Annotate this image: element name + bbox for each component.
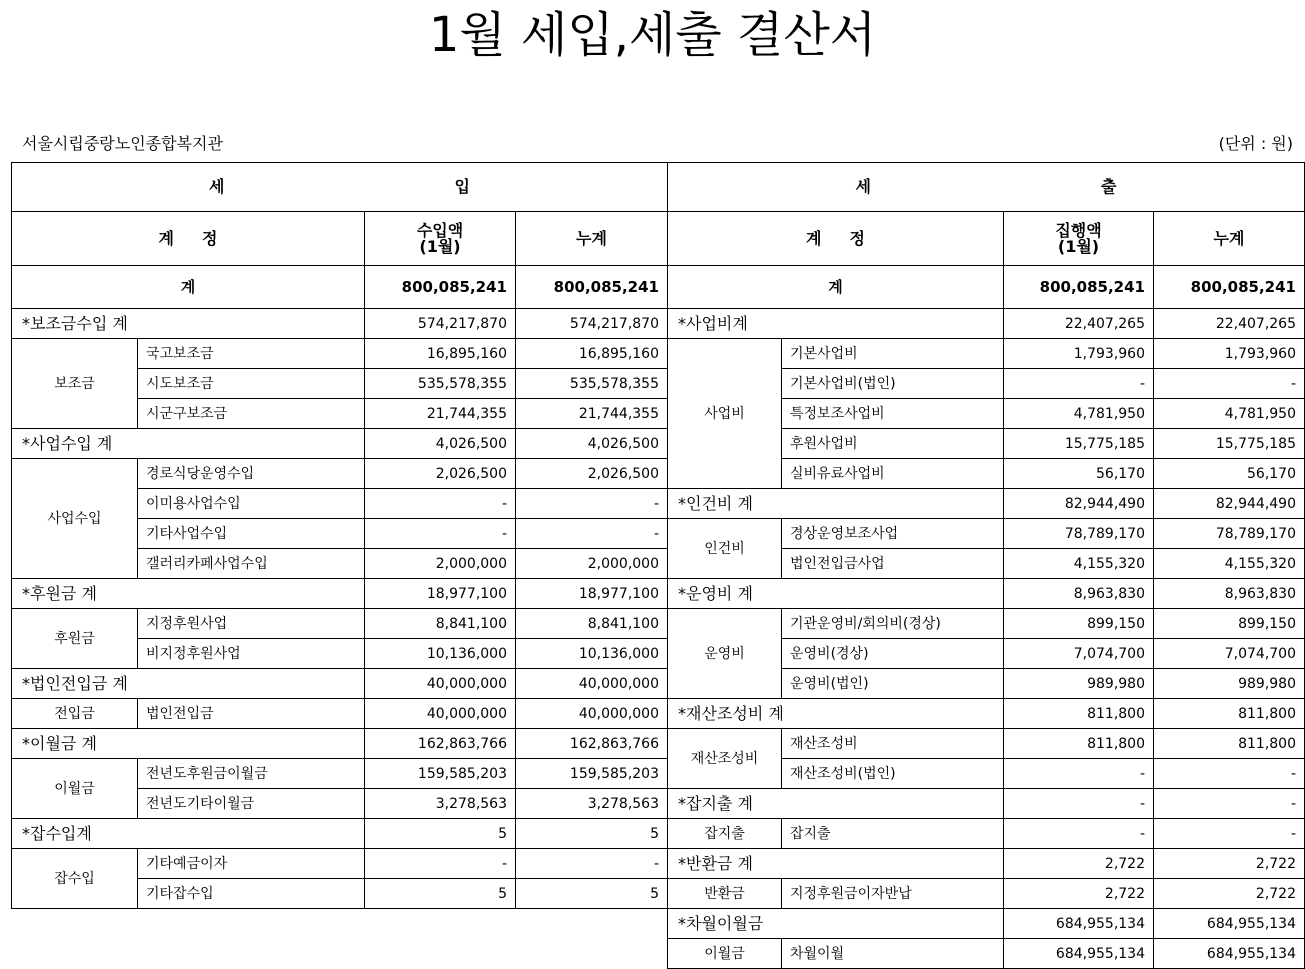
expense-rows [668,309,1305,969]
cumulative-cell: - [516,519,668,549]
cumulative-cell: 40,000,000 [516,699,668,729]
amount-cell: 56,170 [1004,459,1154,489]
amount-cell: 811,800 [1004,699,1154,729]
item-label: 실비유료사업비 [782,459,1004,489]
section-total-row [668,789,1305,819]
cumulative-cell: 162,863,766 [516,729,668,759]
expense-col-cum: 누계 [1154,212,1305,266]
amount-cell: 16,895,160 [365,339,516,369]
section-label: *보조금수입 계 [12,309,365,339]
section-total-row [668,489,1305,519]
cumulative-cell: 40,000,000 [516,669,668,699]
revenue-col-amount-sub: (1월) [419,236,461,256]
group-label: 재산조성비 [668,729,782,789]
group-label: 잡지출 [668,819,782,849]
group-label: 운영비 [668,609,782,699]
group-label: 반환금 [668,879,782,909]
cumulative-cell: 7,074,700 [1154,639,1305,669]
section-label: *운영비 계 [668,579,1004,609]
section-label: *잡수입계 [12,819,365,849]
section-label: *잡지출 계 [668,789,1004,819]
amount-cell: 2,722 [1004,849,1154,879]
amount-cell: 159,585,203 [365,759,516,789]
amount-cell: 8,841,100 [365,609,516,639]
cumulative-cell: 4,026,500 [516,429,668,459]
amount-cell: 4,781,950 [1004,399,1154,429]
section-total-row [668,909,1305,939]
item-row [12,759,668,789]
cumulative-cell: 16,895,160 [516,339,668,369]
group-label: 잡수입 [12,849,138,909]
cumulative-cell: 2,026,500 [516,459,668,489]
section-total-row [12,669,668,699]
amount-cell: 811,800 [1004,729,1154,759]
cumulative-cell: 8,963,830 [1154,579,1305,609]
revenue-total-label: 계 [12,266,365,309]
expense-col-amount-sub: (1월) [1057,236,1100,256]
expense-table [667,162,1305,969]
section-total-row [668,579,1305,609]
expense-col-amount [1004,212,1154,266]
amount-cell: - [1004,759,1154,789]
amount-cell: 4,155,320 [1004,549,1154,579]
section-total-row [12,309,668,339]
expense-col-account [668,212,1004,266]
item-label: 경로식당운영수입 [138,459,365,489]
cumulative-cell: - [516,489,668,519]
amount-cell: 2,000,000 [365,549,516,579]
cumulative-cell: 10,136,000 [516,639,668,669]
expense-heading-a: 세 [855,177,871,196]
cumulative-cell: 684,955,134 [1154,939,1305,969]
item-row [668,819,1305,849]
amount-cell: 40,000,000 [365,699,516,729]
group-label: 후원금 [12,609,138,669]
revenue-heading-b: 입 [454,177,470,196]
amount-cell: 5 [365,879,516,909]
amount-cell: 162,863,766 [365,729,516,759]
amount-cell: 684,955,134 [1004,939,1154,969]
amount-cell: - [1004,369,1154,399]
amount-cell: 15,775,185 [1004,429,1154,459]
item-label: 기관운영비/회의비(경상) [782,609,1004,639]
section-total-row [668,699,1305,729]
item-row [668,939,1305,969]
item-label: 지정후원금이자반납 [782,879,1004,909]
expense-col-account-b: 정 [849,228,865,248]
item-label: 경상운영보조사업 [782,519,1004,549]
cumulative-cell: 4,781,950 [1154,399,1305,429]
cumulative-cell: 1,793,960 [1154,339,1305,369]
item-label: 기타사업수입 [138,519,365,549]
cumulative-cell: 18,977,100 [516,579,668,609]
section-total-row [12,819,668,849]
amount-cell: 22,407,265 [1004,309,1154,339]
revenue-col-account-a: 계 [158,228,174,248]
item-label: 기본사업비(법인) [782,369,1004,399]
amount-cell: 574,217,870 [365,309,516,339]
item-row [12,609,668,639]
section-label: *차월이월금 [668,909,1004,939]
section-label: *후원금 계 [12,579,365,609]
cumulative-cell: 989,980 [1154,669,1305,699]
item-label: 갤러리카페사업수입 [138,549,365,579]
item-label: 기본사업비 [782,339,1004,369]
cumulative-cell: 78,789,170 [1154,519,1305,549]
section-label: *사업수입 계 [12,429,365,459]
section-label: *재산조성비 계 [668,699,1004,729]
cumulative-cell: 684,955,134 [1154,909,1305,939]
cumulative-cell: - [1154,789,1305,819]
expense-heading [668,163,1305,212]
revenue-total-amount: 800,085,241 [365,266,516,309]
amount-cell: 18,977,100 [365,579,516,609]
revenue-heading [12,163,668,212]
cumulative-cell: 82,944,490 [1154,489,1305,519]
amount-cell: 2,026,500 [365,459,516,489]
cumulative-cell: 811,800 [1154,699,1305,729]
item-label: 운영비(경상) [782,639,1004,669]
group-label: 전입금 [12,699,138,729]
cumulative-cell: 4,155,320 [1154,549,1305,579]
amount-cell: 3,278,563 [365,789,516,819]
revenue-col-amount [365,212,516,266]
revenue-heading-a: 세 [209,177,225,196]
amount-cell: 8,963,830 [1004,579,1154,609]
item-row [668,609,1305,639]
item-label: 차월이월 [782,939,1004,969]
section-label: *법인전입금 계 [12,669,365,699]
revenue-col-account [12,212,365,266]
section-total-row [12,429,668,459]
item-label: 지정후원사업 [138,609,365,639]
cumulative-cell: 2,000,000 [516,549,668,579]
expense-total-label: 계 [668,266,1004,309]
unit-label: (단위 : 원) [1218,134,1293,153]
amount-cell: - [365,519,516,549]
item-row [12,699,668,729]
amount-cell: 10,136,000 [365,639,516,669]
cumulative-cell: 535,578,355 [516,369,668,399]
cumulative-cell: 811,800 [1154,729,1305,759]
revenue-col-cum: 누계 [516,212,668,266]
group-label: 이월금 [668,939,782,969]
cumulative-cell: - [1154,819,1305,849]
item-row [668,519,1305,549]
amount-cell: 5 [365,819,516,849]
expense-heading-b: 출 [1101,177,1117,196]
item-row [668,879,1305,909]
item-row [12,339,668,369]
amount-cell: 78,789,170 [1004,519,1154,549]
group-label: 이월금 [12,759,138,819]
amount-cell: 7,074,700 [1004,639,1154,669]
cumulative-cell: 15,775,185 [1154,429,1305,459]
revenue-table [11,162,668,909]
amount-cell: 684,955,134 [1004,909,1154,939]
item-label: 전년도기타이월금 [138,789,365,819]
item-label: 재산조성비 [782,729,1004,759]
item-row [668,729,1305,759]
cumulative-cell: - [1154,369,1305,399]
section-label: *이월금 계 [12,729,365,759]
expense-col-account-a: 계 [806,228,822,248]
cumulative-cell: 22,407,265 [1154,309,1305,339]
revenue-col-account-b: 정 [202,228,218,248]
item-label: 운영비(법인) [782,669,1004,699]
group-label: 보조금 [12,339,138,429]
organization-name: 서울시립중랑노인종합복지관 [22,134,223,153]
page-title: 1월 세입,세출 결산서 [428,7,877,63]
item-label: 시군구보조금 [138,399,365,429]
section-label: *사업비계 [668,309,1004,339]
amount-cell: 535,578,355 [365,369,516,399]
item-label: 재산조성비(법인) [782,759,1004,789]
expense-total-cum: 800,085,241 [1154,266,1305,309]
expense-col-amount-label: 집행액 [1055,220,1102,240]
cumulative-cell: - [516,849,668,879]
amount-cell: 899,150 [1004,609,1154,639]
section-total-row [12,579,668,609]
group-label: 사업수입 [12,459,138,579]
cumulative-cell: 56,170 [1154,459,1305,489]
item-label: 특정보조사업비 [782,399,1004,429]
section-total-row [668,309,1305,339]
item-label: 법인전입금사업 [782,549,1004,579]
item-label: 기타잡수입 [138,879,365,909]
amount-cell: 2,722 [1004,879,1154,909]
item-label: 법인전입금 [138,699,365,729]
cumulative-cell: 8,841,100 [516,609,668,639]
cumulative-cell: 574,217,870 [516,309,668,339]
revenue-total-cum: 800,085,241 [516,266,668,309]
cumulative-cell: 5 [516,879,668,909]
group-label: 사업비 [668,339,782,489]
cumulative-cell: - [1154,759,1305,789]
cumulative-cell: 21,744,355 [516,399,668,429]
item-label: 국고보조금 [138,339,365,369]
item-label: 후원사업비 [782,429,1004,459]
revenue-col-amount-label: 수입액 [416,220,464,240]
item-row [12,849,668,879]
amount-cell: - [1004,789,1154,819]
amount-cell: - [365,489,516,519]
item-row [668,339,1305,369]
section-label: *반환금 계 [668,849,1004,879]
section-total-row [12,729,668,759]
expense-total-amount: 800,085,241 [1004,266,1154,309]
section-total-row [668,849,1305,879]
amount-cell: 1,793,960 [1004,339,1154,369]
cumulative-cell: 2,722 [1154,849,1305,879]
cumulative-cell: 159,585,203 [516,759,668,789]
item-label: 전년도후원금이월금 [138,759,365,789]
amount-cell: 4,026,500 [365,429,516,459]
item-label: 시도보조금 [138,369,365,399]
item-label: 기타예금이자 [138,849,365,879]
revenue-rows [12,309,668,909]
group-label: 인건비 [668,519,782,579]
cumulative-cell: 5 [516,819,668,849]
cumulative-cell: 899,150 [1154,609,1305,639]
item-row [12,459,668,489]
cumulative-cell: 2,722 [1154,879,1305,909]
amount-cell: 82,944,490 [1004,489,1154,519]
amount-cell: 21,744,355 [365,399,516,429]
cumulative-cell: 3,278,563 [516,789,668,819]
section-label: *인건비 계 [668,489,1004,519]
amount-cell: - [365,849,516,879]
amount-cell: - [1004,819,1154,849]
item-label: 비지정후원사업 [138,639,365,669]
amount-cell: 40,000,000 [365,669,516,699]
item-label: 이미용사업수입 [138,489,365,519]
item-label: 잡지출 [782,819,1004,849]
amount-cell: 989,980 [1004,669,1154,699]
